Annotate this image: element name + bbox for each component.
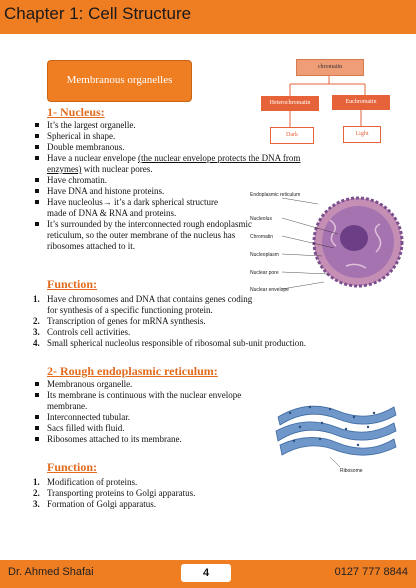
phone-number: 0127 777 8844	[334, 566, 408, 578]
fig-label: Nucleolus	[250, 216, 272, 222]
chapter-title: Chapter 1: Cell Structure	[4, 4, 192, 23]
page-number: 4	[181, 564, 231, 582]
envelope-underlined: (the nuclear envelope protects the DNA from enzymes)	[47, 153, 301, 174]
list-item: Its membrane is continuous with the nuclear envelope membrane.	[33, 390, 247, 412]
function-heading: Function:	[47, 460, 98, 474]
page-footer	[0, 560, 416, 588]
list-item: 4. Small spherical nucleolus responsible of ribosomal sub-unit production.	[33, 338, 306, 348]
fig-label: Chromatin	[250, 234, 274, 240]
list-item: Sacs filled with fluid.	[33, 423, 273, 434]
list-item: Interconnected tubular.	[33, 412, 273, 423]
chromatin-node: chromatin	[296, 59, 364, 76]
list-item: It’s the largest organelle.	[33, 120, 333, 131]
list-item: 3. Controls cell activities.	[33, 327, 131, 337]
list-item: 2. Transporting proteins to Golgi apparatus.	[33, 488, 196, 498]
list-item: Spherical in shape.	[33, 131, 333, 142]
rer-illustration	[270, 397, 400, 475]
nucleus-heading: 1- Nucleus:	[47, 105, 105, 119]
fig-label: Endoplasmic reticulum	[250, 192, 301, 198]
arrow-icon: →	[102, 197, 112, 207]
function-list	[33, 294, 373, 349]
list-item: Double membranous.	[33, 142, 333, 153]
rer-list	[33, 379, 273, 445]
list-item: 2. Transcription of genes for mRNA synthesis.	[33, 316, 206, 326]
euchromatin-node: Euchromatin	[332, 95, 390, 110]
list-item: Have chromatin.	[33, 175, 333, 186]
page-header	[0, 0, 416, 34]
dark-node: Dark	[270, 127, 314, 144]
fig-label: Nucleoplasm	[250, 252, 279, 258]
list-item: 1. Have chromosomes and DNA that contains genes coding for synthesis of a specific functioning protein.	[33, 294, 253, 315]
fig-label: Nuclear pore	[250, 270, 279, 276]
list-item: It’s surrounded by the interconnected rough endoplasmic reticulum, so the outer membrane of the nucleus has ribosomes attached to it.	[33, 219, 252, 252]
list-item: Ribosomes attached to its membrane.	[33, 434, 273, 445]
rer-heading: 2- Rough endoplasmic reticulum:	[47, 364, 218, 378]
list-item: Have a nuclear envelope (the nuclear envelope protects the DNA from enzymes) with nuclear pores.	[33, 153, 333, 175]
heterochromatin-node: Heterochromatin	[261, 96, 319, 111]
list-item: Have DNA and histone proteins.	[33, 186, 333, 197]
list-item: Have nucleolus→ it’s a dark spherical structure made of DNA & RNA and proteins.	[33, 197, 232, 219]
list-item: Membranous organelle.	[33, 379, 273, 390]
fig-label: Nuclear envelope	[250, 287, 289, 293]
fig-label: Ribosome	[340, 468, 363, 474]
function-heading: Function:	[47, 277, 98, 291]
function-list	[33, 477, 293, 510]
light-node: Light	[343, 126, 381, 143]
list-item: 1. Modification of proteins.	[33, 477, 138, 487]
section-box: Membranous organelles	[47, 60, 192, 102]
author-name: Dr. Ahmed Shafai	[8, 566, 94, 578]
list-item: 3. Formation of Golgi apparatus.	[33, 499, 156, 509]
nucleus-illustration	[250, 190, 410, 300]
